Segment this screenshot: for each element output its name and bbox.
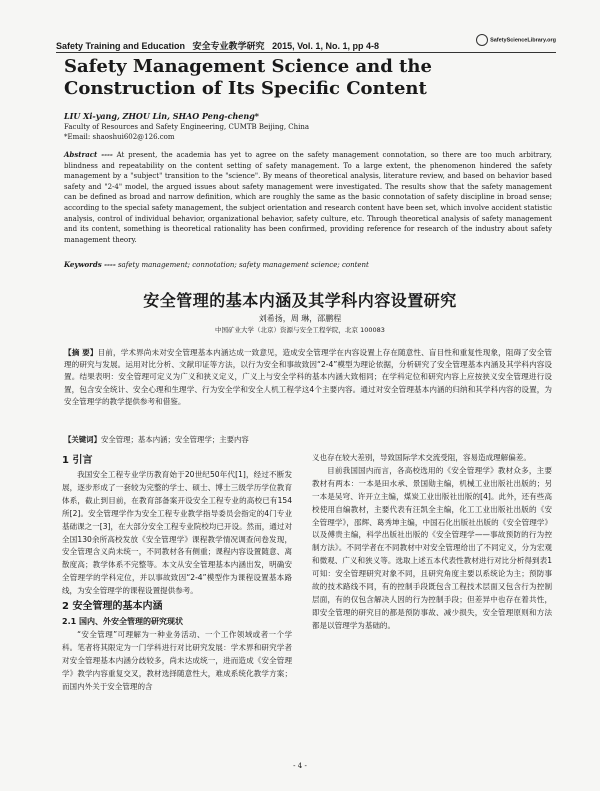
email: *Email: shaoshui602@126.com [64,132,175,141]
abstract-cn: 【摘 要】目前，学术界尚未对安全管理基本内涵达成一致意见，造成安全管理学在内容设置上存在随意性、盲目性和重复性现象，阻碍了安全管理的研究与发展。运用对比分析、文献印证等方法，以行为安全和事故致因“2-4”模型为理论依据，分析研究了安全管理基本内涵及其学科内容设置。结果表明：安全管理可定义为广义和狭义定义，广义上与安全学科的基本内涵大致相同；在学科定位和研究内容上应按狭义安全管理进行设置，包含安全统计、安全心理和生理学、行为安全学和安全人机工程学这4个主要内容。通过对安全管理基本内涵的归纳和其学科内容的设置，为安全管理学的教学提供参考和借鉴。 [64,348,552,406]
body-column-left [62,452,292,694]
authors: LIU Xi-yang, ZHOU Lin, SHAO Peng-cheng* [64,111,259,121]
affiliation: Faculty of Resources and Safety Engineering, CUMTB Beijing, China *Email: shaoshui602@126.com [64,123,310,141]
paragraph: “安全管理”可理解为一种业务活动、一个工作领域或者一个学科。笔者将其限定为一门学科进行对比研究发展：学术界和研究学者对安全管理基本内涵分歧较多，尚未达成统一，进而造成《安全管理学》教学内容重复交叉，教材选择随意性大，难成系统化教学方案；而国内外关于安全管理的含 [62,630,292,691]
publisher: SafetyScienceLibrary.org [476,34,556,46]
section-heading: 2 安全管理的基本内涵 [62,601,163,613]
cn-title: 安全管理的基本内涵及其学科内容设置研究 [143,291,457,310]
paragraph: 义也存在较大差别，导致国际学术交流受阻，容易造成理解偏差。 [312,453,531,462]
journal-name: Safety Training and Education 安全专业教学研究 2015, Vol. 1, No. 1, pp 4-8 [56,41,379,51]
body-column-right [312,452,552,633]
cn-affiliation: 中国矿业大学（北京）资源与安全工程学院，北京 100083 [215,326,385,334]
cn-authors: 刘希扬，周 琳，邵鹏程 [258,314,342,323]
paragraph: 目前我国国内而言，各高校选用的《安全管理学》教材众多，主要教材有两本：一本是田水承、景国勋主编，机械工业出版社出版的；另一本是吴穹、许开立主编，煤炭工业出版社出版的[4]。此外，还有些高校使用自编教材，主要代表有汪凯全主编，化工工业出版社出版的《安全管理学》，邵辉、葛秀坤主编，中国石化出版社出版的《安全管理学》以及傅贵主编，科学出版社出版的《安全管理学——事故预防的行为控制方法》。不同学者在不同教材中对安全管理给出了不同定义，分为宏观和微观、广义和狭义等。选取上述五本代表性教材进行对比分析得到表1可知：安全管理研究对象不同，且研究角度主要以系统论为主；预防事故的技术路线不同，有的控制手段既包含工程技术层面又包含行为控制层面，有的仅包含解决人因的行为控制手段；但差异中也存在着共性，即安全管理的研究目的都是预防事故、减少损失，安全管理原则和方法都是以管理学为基础的。 [312,465,552,630]
page-number: - 4 - [293,762,307,770]
header-rule [56,52,556,53]
publisher-logo-icon [476,34,488,46]
paper-title: Safety Management Science and the Construction of Its Specific Content [64,56,432,99]
abstract-en: Abstract ---- At present, the academia has yet to agree on the safety management connotation, so there are too much arbitrary, blindness and repeatability on the content setting of safety management. To a large extent, the phenomenon hindered the safety management by a "subject" transition to the "science". By means of theoretical analysis, literature review, and based on behavior based safety and "2-4" model, the argued issues about safety management were investigated. The results show that the safety management can be defined as broad and narrow definition, which are roughly the same as the basic connotation of safety discipline in broad sense; according to the special safety management, the subject orientation and research content have been set, which involve accident statistic analysis, control of individual behavior, organizational behavior, safety culture, etc. Through theoretical analysis of safety management and its content, something is theoretical rationality has been confirmed, providing reference for research of the industry about safety management theory. [64,150,553,244]
paragraph: 我国安全工程专业学历教育始于20世纪50年代[1]，经过不断发展，逐步形成了一套较为完整的学士、硕士、博士三级学历学位教育体系，截止到目前，在教育部备案开设安全工程专业的高校已有154所[2]。安全管理学作为安全工程专业教学指导委员会指定的4门专业基础课之一[3]，在大部分安全工程专业院校均已开设。然而，通过对全国130余所高校发放《安全管理学》课程教学情况调查问卷发现，安全管理含义尚未统一，不同教材各有侧重；课程内容设置随意、离散度高；教学体系不完整等。本文从安全管理基本内涵出发，明确安全管理学的学科定位，并以事故致因“2-4”模型作为课程设置基本路线，为安全管理学的课程设置提供参考。 [62,470,292,596]
running-header [56,34,556,52]
section-heading: 1 引言 [62,455,93,466]
keywords-en: Keywords ---- safety management; connotation; safety management science; content [64,260,369,269]
keywords-cn: 【关键词】安全管理；基本内涵；安全管理学；主要内容 [64,435,249,444]
subsection-heading: 2.1 国内、外安全管理的研究现状 [62,617,183,627]
